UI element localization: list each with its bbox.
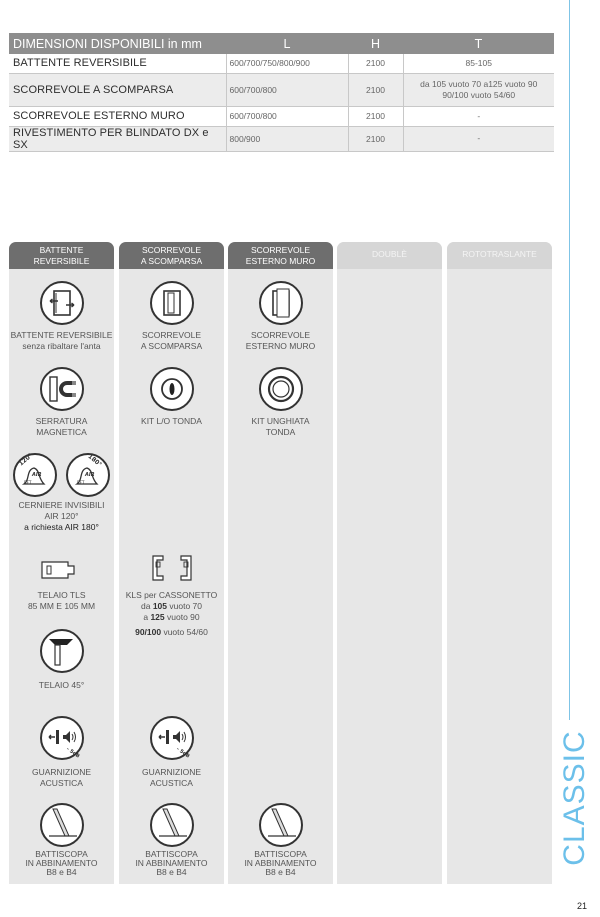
accent-divider-line — [569, 0, 570, 720]
table-header-row — [9, 33, 554, 54]
column-title-line1: SCORREVOLE — [250, 244, 311, 255]
row-l: 600/700/800 — [226, 106, 348, 126]
column-header — [9, 242, 114, 269]
feature-kit-unghiata — [228, 366, 333, 438]
feature-label: GUARNIZIONE — [31, 767, 92, 777]
row-l: 800/900 — [226, 126, 348, 151]
table-header-t: T — [403, 33, 554, 54]
column-title-line2: ESTERNO MURO — [245, 255, 316, 266]
row-t: - — [403, 106, 554, 126]
feature-telaio-45 — [9, 628, 114, 691]
feature-guarnizione-acustica — [119, 715, 224, 789]
frame-45-icon — [39, 628, 85, 674]
feature-label: GUARNIZIONE — [141, 767, 202, 777]
feature-kls-cassonetto — [119, 544, 224, 637]
section-label-text: CLASSIC — [558, 730, 591, 866]
feature-sublabel: AIR 120° — [44, 511, 79, 521]
feature-sublabel: 85 MM E 105 MM — [27, 601, 96, 611]
feature-label: BATTISCOPA — [35, 849, 88, 859]
feature-sublabel: MAGNETICA — [36, 427, 87, 437]
feature-label: SCORREVOLE — [141, 330, 202, 340]
dimensions-table — [9, 33, 554, 152]
feature-label: TELAIO 45° — [38, 680, 85, 690]
column-double — [337, 242, 442, 884]
svg-text:120°: 120° — [17, 452, 34, 468]
feature-sublabel: ACUSTICA — [150, 778, 193, 788]
svg-text:AIR: AIR — [85, 472, 95, 478]
table-header-l: L — [226, 33, 348, 54]
feature-sublabel: senza ribaltare l'anta — [22, 341, 101, 351]
table-row — [9, 126, 554, 151]
page-number: 21 — [577, 901, 588, 911]
feature-note: B8 e B4 — [265, 867, 296, 877]
feature-label: BATTENTE REVERSIBILE — [10, 330, 113, 340]
table-row — [9, 54, 554, 73]
feature-note: B8 e B4 — [156, 867, 187, 877]
feature-note: a richiesta AIR 180° — [24, 522, 99, 532]
table-row — [9, 73, 554, 106]
feature-sublabel: ESTERNO MURO — [245, 341, 316, 351]
row-name: BATTENTE REVERSIBILE — [9, 54, 226, 73]
feature-label: CERNIERE INVISIBILI — [18, 500, 105, 510]
row-l: 600/700/750/800/900 — [226, 54, 348, 73]
column-header — [228, 242, 333, 269]
svg-text:- 5dB: - 5dB — [64, 746, 81, 760]
column-title-line1: SCORREVOLE — [141, 244, 202, 255]
column-header — [337, 242, 442, 269]
feature-label: SERRATURA — [35, 416, 88, 426]
feature-sublabel: da 105 vuoto 70 — [141, 601, 202, 611]
row-name: SCORREVOLE A SCOMPARSA — [9, 73, 226, 106]
feature-battiscopa — [119, 802, 224, 877]
column-title-line1: ROTOTRASLANTE — [462, 248, 537, 259]
column-header — [119, 242, 224, 269]
feature-sublabel: TONDA — [265, 427, 296, 437]
reversible-door-icon — [39, 280, 85, 326]
kls-profile-icon — [149, 544, 195, 590]
column-title-line2: A SCOMPARSA — [140, 255, 203, 266]
row-t: 85-105 — [403, 54, 554, 73]
column-title-line2: REVERSIBILE — [33, 255, 90, 266]
table-header-h: H — [348, 33, 403, 54]
row-name: SCORREVOLE ESTERNO MURO — [9, 106, 226, 126]
pocket-door-icon — [149, 280, 195, 326]
feature-label: KIT L/O TONDA — [141, 416, 202, 426]
feature-scorrevole-esterno — [228, 280, 333, 352]
feature-sublabel: IN ABBINAMENTO — [25, 858, 98, 868]
svg-text:RFT: RFT — [23, 480, 32, 485]
feature-telaio-tls — [9, 544, 114, 612]
acoustic-seal-icon — [39, 715, 85, 761]
hinge-air-180-icon — [65, 452, 111, 498]
feature-cerniere-invisibili — [9, 452, 114, 533]
feature-sublabel: ACUSTICA — [40, 778, 83, 788]
svg-text:RFT: RFT — [77, 480, 85, 485]
feature-label: KIT UNGHIATA — [251, 416, 310, 426]
frame-tls-icon — [39, 544, 85, 590]
column-title-line1: BATTENTE — [39, 244, 84, 255]
column-title-line1: DOUBLÈ — [372, 248, 407, 259]
feature-label: BATTISCOPA — [254, 849, 307, 859]
feature-label: BATTISCOPA — [145, 849, 198, 859]
svg-text:180°: 180° — [86, 453, 104, 469]
row-h: 2100 — [348, 54, 403, 73]
skirting-icon — [258, 802, 304, 848]
round-lock-icon — [149, 366, 195, 412]
magnet-lock-icon — [39, 366, 85, 412]
row-h: 2100 — [348, 73, 403, 106]
column-scorrevole-scomparsa — [119, 242, 224, 884]
section-label — [560, 726, 590, 869]
feature-label: TELAIO TLS — [37, 590, 86, 600]
feature-battiscopa — [9, 802, 114, 877]
external-sliding-door-icon — [258, 280, 304, 326]
table-header-name: DIMENSIONI DISPONIBILI in mm — [9, 33, 226, 54]
feature-battiscopa — [228, 802, 333, 877]
column-rototraslante — [447, 242, 552, 884]
feature-kit-lo-tonda — [119, 366, 224, 427]
feature-battente-reversibile — [9, 280, 114, 351]
row-h: 2100 — [348, 106, 403, 126]
column-scorrevole-esterno — [228, 242, 333, 884]
row-t: da 105 vuoto 70 a125 vuoto 90 90/100 vuoto 54/60 — [403, 73, 554, 106]
feature-sublabel: 90/100 vuoto 54/60 — [135, 627, 208, 637]
feature-label: SCORREVOLE — [250, 330, 311, 340]
svg-text:- 5dB: - 5dB — [174, 746, 191, 760]
row-h: 2100 — [348, 126, 403, 151]
row-l: 600/700/800 — [226, 73, 348, 106]
row-t: - — [403, 126, 554, 151]
table-row — [9, 106, 554, 126]
round-recess-icon — [258, 366, 304, 412]
skirting-icon — [149, 802, 195, 848]
svg-text:AIR: AIR — [31, 472, 42, 478]
feature-label: KLS per CASSONETTO — [125, 590, 218, 600]
hinge-air-120-icon — [12, 452, 58, 498]
feature-sublabel: IN ABBINAMENTO — [244, 858, 317, 868]
feature-sublabel: a 125 vuoto 90 — [143, 612, 200, 622]
feature-sublabel: IN ABBINAMENTO — [135, 858, 208, 868]
feature-guarnizione-acustica — [9, 715, 114, 789]
feature-sublabel: A SCOMPARSA — [140, 341, 203, 351]
feature-note: B8 e B4 — [46, 867, 77, 877]
acoustic-seal-icon — [149, 715, 195, 761]
feature-serratura-magnetica — [9, 366, 114, 438]
feature-scorrevole-scomparsa — [119, 280, 224, 352]
skirting-icon — [39, 802, 85, 848]
column-header — [447, 242, 552, 269]
row-name: RIVESTIMENTO PER BLINDATO DX e SX — [9, 126, 226, 151]
column-battente-reversibile — [9, 242, 114, 884]
